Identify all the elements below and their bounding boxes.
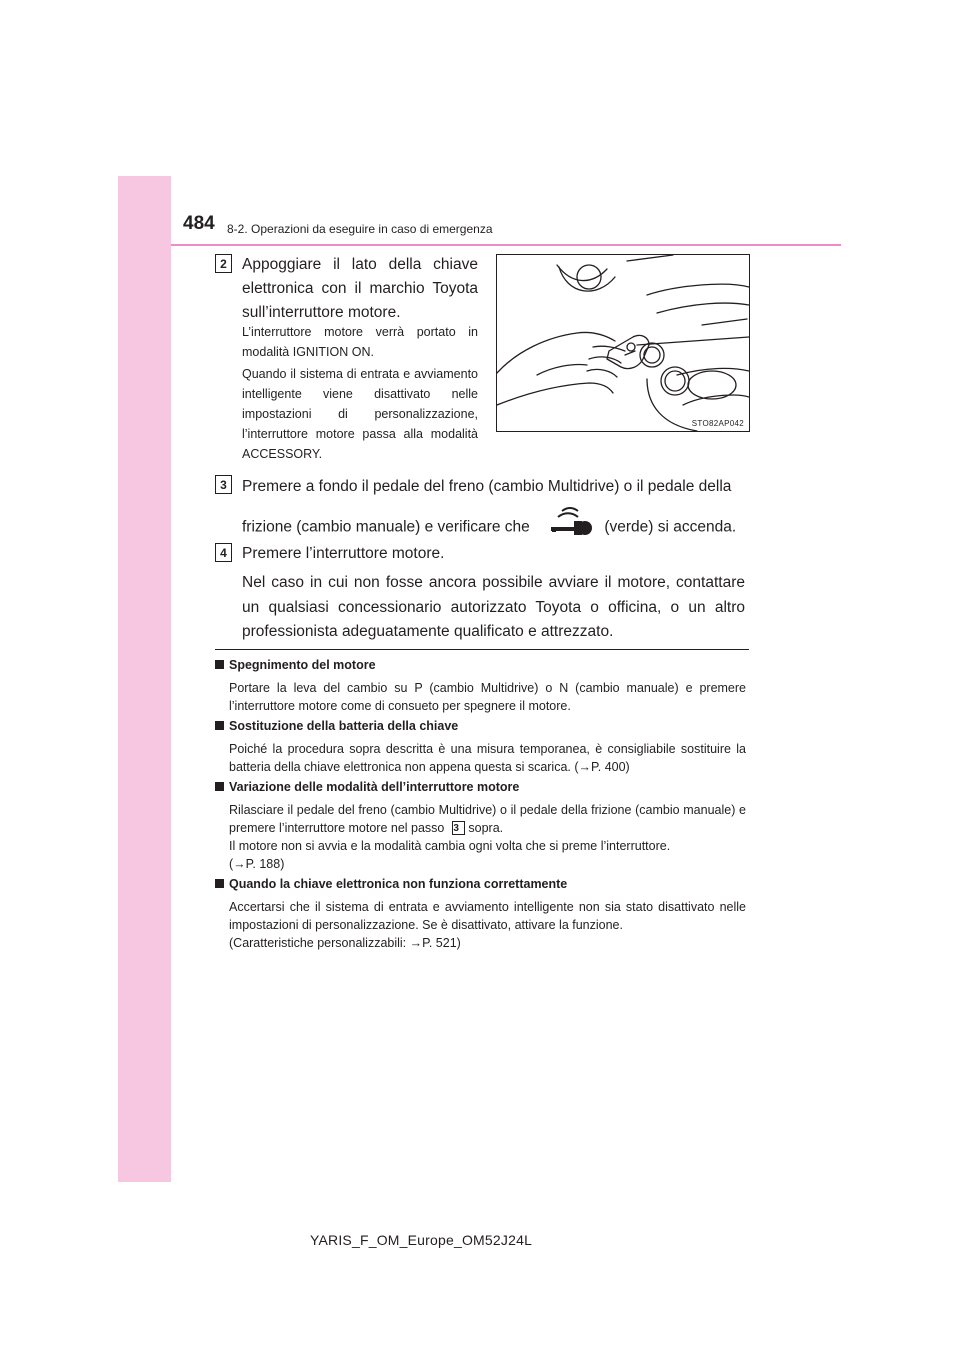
info-body: Rilasciare il pedale del freno (cambio Multidrive) o il pedale della frizione (cambio manuale) e premere l’interruttore motore nel passo 3 sopra. <box>229 803 746 835</box>
key-on-switch-illustration <box>496 254 750 432</box>
info-title: Quando la chiave elettronica non funziona correttamente <box>215 875 746 893</box>
chapter-sidebar-tab <box>118 176 171 1182</box>
square-bullet-icon <box>215 660 224 669</box>
step-2-text: Appoggiare il lato della chiave elettronica con il marchio Toyota sull’interruttore motore. <box>242 256 478 321</box>
step-4-followup: Nel caso in cui non fosse ancora possibile avviare il motore, contattare un qualsiasi concessionario autorizzato Toyota o officina, o un altro professionista adeguatamente qualificato e attrezzato. <box>242 574 745 640</box>
info-key-battery <box>215 717 746 776</box>
section-divider <box>215 649 749 650</box>
info-body: Portare la leva del cambio su P (cambio Multidrive) o N (cambio manuale) e premere l’interruttore motore come di consueto per spegnere il motore. <box>229 681 746 713</box>
info-body-line3: (→P. 188) <box>229 857 285 871</box>
step-badge-2: 2 <box>215 254 232 273</box>
step-2-note-2: Quando il sistema di entrata e avviamento intelligente viene disattivato nelle impostazioni di personalizzazione, l’interruttore motore passa alla modalità ACCESSORY. <box>242 367 478 461</box>
info-switch-modes <box>215 778 746 873</box>
header-rule <box>171 244 841 246</box>
step-4-text: Premere l’interruttore motore. <box>242 545 445 562</box>
info-key-malfunction <box>215 875 746 952</box>
step-3-text-after-icon: (verde) si accenda. <box>604 518 737 536</box>
step-2-note-1: L’interruttore motore verrà portato in modalità IGNITION ON. <box>242 325 478 359</box>
document-footer-code: YARIS_F_OM_Europe_OM52J24L <box>310 1232 533 1248</box>
square-bullet-icon <box>215 782 224 791</box>
info-body-line2: (Caratteristiche personalizzabili: →P. 521) <box>229 936 461 950</box>
info-body: Accertarsi che il sistema di entrata e avviamento intelligente non sia stato disattivato nelle impostazioni di personalizzazione. Se è disattivato, attivare la funzione. <box>229 900 746 932</box>
info-body: Poiché la procedura sopra descritta è una misura temporanea, è consigliabile sostituire la batteria della chiave elettronica non appena questa si scarica. (→P. 400) <box>229 742 746 774</box>
info-title: Sostituzione della batteria della chiave <box>215 717 746 735</box>
inline-step-badge-3: 3 <box>452 821 465 835</box>
step-badge-4: 4 <box>215 543 232 562</box>
step-3-text-before-icon: frizione (cambio manuale) e verificare che <box>242 518 530 536</box>
square-bullet-icon <box>215 879 224 888</box>
section-title: 8-2. Operazioni da eseguire in caso di emergenza <box>227 222 493 236</box>
figure-code: STO82AP042 <box>691 419 744 428</box>
info-engine-stop <box>215 656 746 715</box>
page-number: 484 <box>183 213 215 234</box>
info-body-line2: Il motore non si avvia e la modalità cambia ogni volta che si preme l’interruttore. <box>229 839 671 853</box>
info-title: Variazione delle modalità dell’interruttore motore <box>215 778 746 796</box>
hand-holding-key-drawing <box>497 255 749 431</box>
square-bullet-icon <box>215 721 224 730</box>
step-badge-3: 3 <box>215 475 232 494</box>
info-title: Spegnimento del motore <box>215 656 746 674</box>
step-3-text-line1: Premere a fondo il pedale del freno (cambio Multidrive) o il pedale della <box>242 478 732 495</box>
